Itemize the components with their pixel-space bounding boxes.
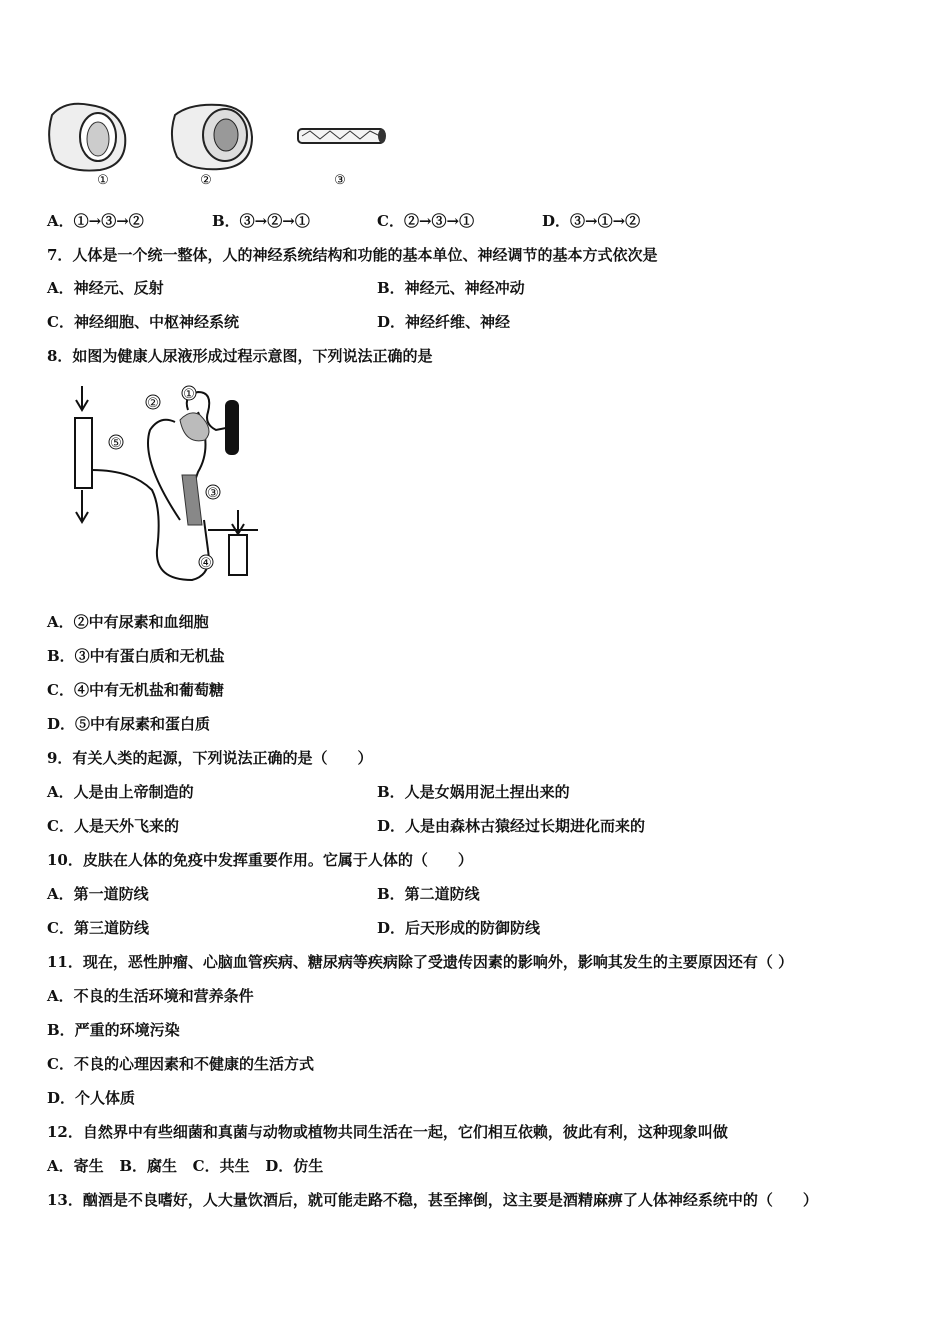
blood-vessel-dark [225,400,239,455]
q8-stem: 8．如图为健康人尿液形成过程示意图，下列说法正确的是 [47,347,433,365]
nephron-label-5: ⑤ [110,436,122,451]
q7-option-a[interactable]: A．神经元、反射 [47,279,164,297]
q12-options [47,1156,323,1176]
q8-option-c[interactable]: C．④中有无机盐和葡萄糖 [47,681,224,699]
q6-option-a[interactable]: A．①→③→② [47,212,144,230]
q11-option-d[interactable]: D．个人体质 [47,1089,136,1107]
q10-stem: 10．皮肤在人体的免疫中发挥重要作用。它属于人体的（ ） [47,851,473,869]
q10-option-d[interactable]: D．后天形成的防御防线 [377,919,541,937]
figure-label-2: ② [200,173,212,188]
q8-option-b[interactable]: B．③中有蛋白质和无机盐 [47,647,225,665]
q6-option-d[interactable]: D．③→①→② [542,212,641,230]
q8-option-a[interactable]: A．②中有尿素和血细胞 [47,613,209,631]
q12-option-a[interactable]: A．寄生 [47,1157,104,1175]
nephron-label-3: ③ [207,486,219,501]
q7-option-d[interactable]: D．神经纤维、神经 [377,313,511,331]
q11-option-a[interactable]: A．不良的生活环境和营养条件 [47,987,254,1005]
q9-option-c[interactable]: C．人是天外飞来的 [47,817,179,835]
vessel-capillary-drawing [298,129,386,143]
q8-option-d[interactable]: D．⑤中有尿素和蛋白质 [47,715,211,733]
figure-label-1: ① [97,173,109,188]
q7-option-c[interactable]: C．神经细胞、中枢神经系统 [47,313,239,331]
nephron-label-2: ② [147,396,159,411]
q6-option-b[interactable]: B．③→②→① [212,212,310,230]
q10-option-a[interactable]: A．第一道防线 [47,885,149,903]
vessel-artery-drawing [49,104,125,171]
q11-option-c[interactable]: C．不良的心理因素和不健康的生活方式 [47,1055,314,1073]
q12-stem: 12．自然界中有些细菌和真菌与动物或植物共同生活在一起，它们相互依赖，彼此有利，这种现象叫做 [47,1123,728,1141]
nephron-label-1: ① [183,387,195,402]
blood-vessels-figure [40,95,400,195]
q11-stem: 11．现在，恶性肿瘤、心脑血管疾病、糖尿病等疾病除了受遗传因素的影响外，影响其发生的主要原因还有（ ） [47,953,794,971]
q12-option-b[interactable]: B．腐生 [119,1157,177,1175]
nephron-figure [30,370,290,590]
q13-stem: 13．酗酒是不良嗜好，人大量饮酒后，就可能走路不稳，甚至摔倒，这主要是酒精麻痹了人体神经系统中的（ ） [47,1191,818,1209]
q9-option-b[interactable]: B．人是女娲用泥土捏出来的 [377,783,570,801]
q6-option-c[interactable]: C．②→③→① [377,212,475,230]
q12-option-c[interactable]: C．共生 [192,1157,250,1175]
q9-option-d[interactable]: D．人是由森林古猿经过长期进化而来的 [377,817,646,835]
q7-stem: 7．人体是一个统一整体，人的神经系统结构和功能的基本单位、神经调节的基本方式依次是 [47,246,658,264]
vessel-vein-drawing [172,105,252,170]
q12-option-d[interactable]: D．仿生 [265,1157,324,1175]
q9-stem: 9．有关人类的起源，下列说法正确的是（ ） [47,749,373,767]
q7-option-b[interactable]: B．神经元、神经冲动 [377,279,525,297]
q9-option-a[interactable]: A．人是由上帝制造的 [47,783,194,801]
q10-option-c[interactable]: C．第三道防线 [47,919,149,937]
q10-option-b[interactable]: B．第二道防线 [377,885,480,903]
q11-option-b[interactable]: B．严重的环境污染 [47,1021,180,1039]
figure-label-3: ③ [334,173,346,188]
nephron-label-4: ④ [200,556,212,571]
